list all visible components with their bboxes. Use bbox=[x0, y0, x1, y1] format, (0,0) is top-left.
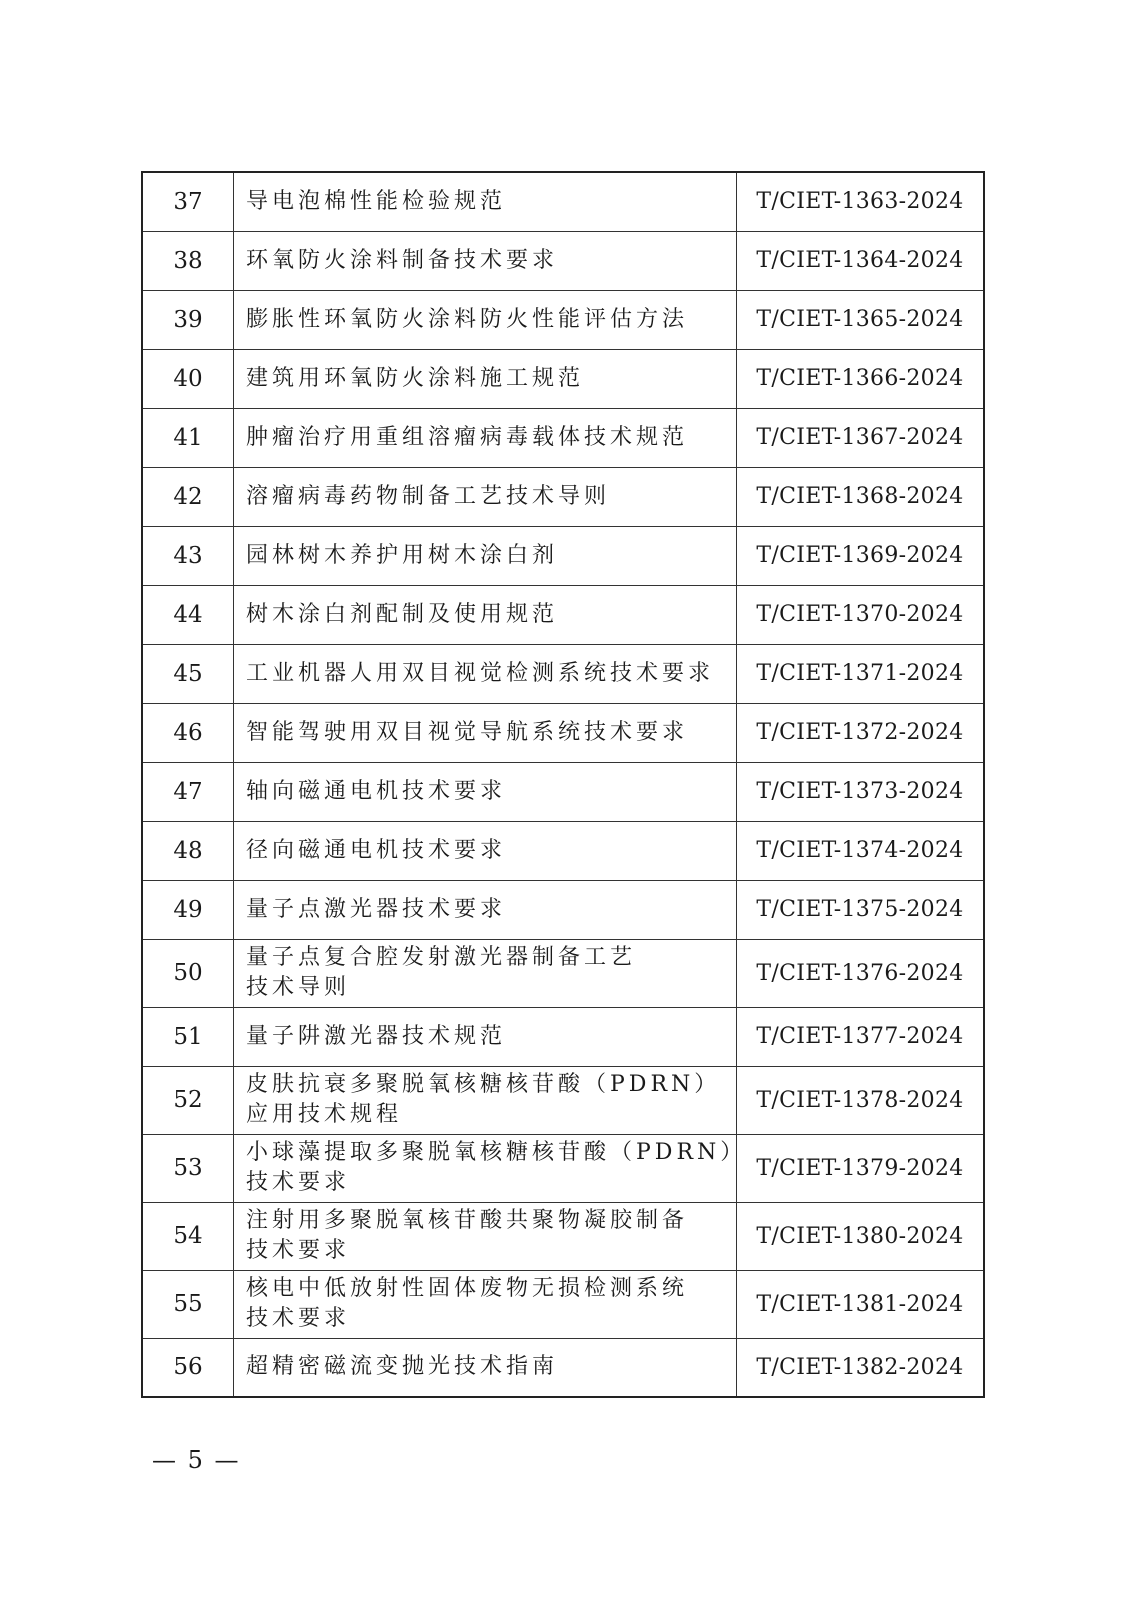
row-number: 40 bbox=[142, 349, 234, 408]
standard-code: T/CIET-1365-2024 bbox=[737, 290, 985, 349]
row-number: 45 bbox=[142, 644, 234, 703]
table-row bbox=[142, 1066, 984, 1134]
standard-name-line: 量子点激光器技术要求 bbox=[246, 896, 507, 922]
row-number: 54 bbox=[142, 1202, 234, 1270]
standard-name bbox=[234, 821, 737, 880]
row-number: 51 bbox=[142, 1007, 234, 1066]
table-row bbox=[142, 349, 984, 408]
standard-code: T/CIET-1379-2024 bbox=[737, 1134, 985, 1202]
row-number: 53 bbox=[142, 1134, 234, 1202]
standards-table bbox=[141, 171, 985, 1398]
table-row bbox=[142, 467, 984, 526]
standard-code: T/CIET-1363-2024 bbox=[737, 172, 985, 231]
standard-name-line: 量子阱激光器技术规范 bbox=[246, 1023, 507, 1049]
standard-code: T/CIET-1375-2024 bbox=[737, 880, 985, 939]
standard-name bbox=[234, 1066, 737, 1134]
standard-code: T/CIET-1380-2024 bbox=[737, 1202, 985, 1270]
standard-name-line: 膨胀性环氧防火涂料防火性能评估方法 bbox=[246, 306, 689, 332]
standards-table-body bbox=[142, 172, 984, 1397]
standard-name-line: 注射用多聚脱氧核苷酸共聚物凝胶制备 bbox=[246, 1208, 689, 1233]
table-row bbox=[142, 1338, 984, 1397]
row-number: 52 bbox=[142, 1066, 234, 1134]
row-number: 43 bbox=[142, 526, 234, 585]
standard-name-line: 导电泡棉性能检验规范 bbox=[246, 188, 507, 214]
row-number: 56 bbox=[142, 1338, 234, 1397]
standard-name-line: 工业机器人用双目视觉检测系统技术要求 bbox=[246, 660, 715, 686]
table-row bbox=[142, 880, 984, 939]
standard-name bbox=[234, 1134, 747, 1202]
row-number: 49 bbox=[142, 880, 234, 939]
standard-name-line: 皮肤抗衰多聚脱氧核糖核苷酸（PDRN） bbox=[246, 1072, 721, 1097]
row-number: 46 bbox=[142, 703, 234, 762]
standard-name bbox=[234, 1202, 737, 1270]
table-row bbox=[142, 1134, 984, 1202]
standard-name bbox=[234, 939, 737, 1007]
table-row bbox=[142, 585, 984, 644]
row-number: 41 bbox=[142, 408, 234, 467]
standard-name-line: 肿瘤治疗用重组溶瘤病毒载体技术规范 bbox=[246, 424, 689, 450]
standard-code: T/CIET-1382-2024 bbox=[737, 1338, 985, 1397]
standard-name-line-2: 应用技术规程 bbox=[246, 1102, 403, 1127]
standard-code: T/CIET-1371-2024 bbox=[737, 644, 985, 703]
standard-code: T/CIET-1370-2024 bbox=[737, 585, 985, 644]
standard-code: T/CIET-1364-2024 bbox=[737, 231, 985, 290]
standard-name-line-2: 技术导则 bbox=[246, 975, 351, 1000]
standard-name bbox=[234, 585, 737, 644]
row-number: 44 bbox=[142, 585, 234, 644]
standard-name-line: 小球藻提取多聚脱氧核糖核苷酸（PDRN） bbox=[246, 1140, 747, 1165]
standard-name-line: 智能驾驶用双目视觉导航系统技术要求 bbox=[246, 719, 689, 745]
standard-name-line: 量子点复合腔发射激光器制备工艺 bbox=[246, 945, 637, 970]
standard-name bbox=[234, 1270, 737, 1338]
table-row bbox=[142, 231, 984, 290]
page-number: — 5 — bbox=[152, 1446, 241, 1474]
standard-name bbox=[234, 880, 737, 939]
standard-name bbox=[234, 290, 737, 349]
row-number: 50 bbox=[142, 939, 234, 1007]
standard-name bbox=[234, 172, 737, 231]
standard-name bbox=[234, 231, 737, 290]
standard-code: T/CIET-1369-2024 bbox=[737, 526, 985, 585]
table-row bbox=[142, 290, 984, 349]
standard-name bbox=[234, 644, 737, 703]
row-number: 55 bbox=[142, 1270, 234, 1338]
table-row bbox=[142, 1007, 984, 1066]
row-number: 38 bbox=[142, 231, 234, 290]
standard-name bbox=[234, 703, 737, 762]
standard-name bbox=[234, 1007, 737, 1066]
standard-name-line: 建筑用环氧防火涂料施工规范 bbox=[246, 365, 585, 391]
standard-name bbox=[234, 467, 737, 526]
row-number: 42 bbox=[142, 467, 234, 526]
standard-name-line: 径向磁通电机技术要求 bbox=[246, 837, 507, 863]
row-number: 39 bbox=[142, 290, 234, 349]
standard-code: T/CIET-1373-2024 bbox=[737, 762, 985, 821]
standard-name-line: 超精密磁流变抛光技术指南 bbox=[246, 1354, 559, 1380]
row-number: 37 bbox=[142, 172, 234, 231]
table-row bbox=[142, 762, 984, 821]
standard-code: T/CIET-1381-2024 bbox=[737, 1270, 985, 1338]
table-row bbox=[142, 526, 984, 585]
standard-name-line: 轴向磁通电机技术要求 bbox=[246, 778, 507, 804]
table-row bbox=[142, 1202, 984, 1270]
standard-name-line-2: 技术要求 bbox=[246, 1238, 351, 1263]
standard-name-line: 园林树木养护用树木涂白剂 bbox=[246, 542, 559, 568]
standard-name-line: 环氧防火涂料制备技术要求 bbox=[246, 247, 559, 273]
row-number: 48 bbox=[142, 821, 234, 880]
standard-name bbox=[234, 526, 737, 585]
standard-code: T/CIET-1366-2024 bbox=[737, 349, 985, 408]
standard-name bbox=[234, 1338, 737, 1397]
standard-name-line-2: 技术要求 bbox=[246, 1170, 351, 1195]
table-row bbox=[142, 408, 984, 467]
standard-name-line-2: 技术要求 bbox=[246, 1306, 351, 1331]
standard-name bbox=[234, 762, 737, 821]
standard-code: T/CIET-1378-2024 bbox=[737, 1066, 985, 1134]
standard-name-line: 树木涂白剂配制及使用规范 bbox=[246, 601, 559, 627]
standard-name bbox=[234, 349, 737, 408]
standard-code: T/CIET-1376-2024 bbox=[737, 939, 985, 1007]
standard-name-line: 溶瘤病毒药物制备工艺技术导则 bbox=[246, 483, 611, 509]
table-row bbox=[142, 939, 984, 1007]
table-row bbox=[142, 644, 984, 703]
row-number: 47 bbox=[142, 762, 234, 821]
table-row bbox=[142, 821, 984, 880]
standard-code: T/CIET-1372-2024 bbox=[737, 703, 985, 762]
table-row bbox=[142, 172, 984, 231]
standard-code: T/CIET-1368-2024 bbox=[737, 467, 985, 526]
standard-name bbox=[234, 408, 737, 467]
table-row bbox=[142, 703, 984, 762]
standard-code: T/CIET-1367-2024 bbox=[737, 408, 985, 467]
table-row bbox=[142, 1270, 984, 1338]
standard-name-line: 核电中低放射性固体废物无损检测系统 bbox=[246, 1276, 689, 1301]
standard-code: T/CIET-1374-2024 bbox=[737, 821, 985, 880]
standard-code: T/CIET-1377-2024 bbox=[737, 1007, 985, 1066]
